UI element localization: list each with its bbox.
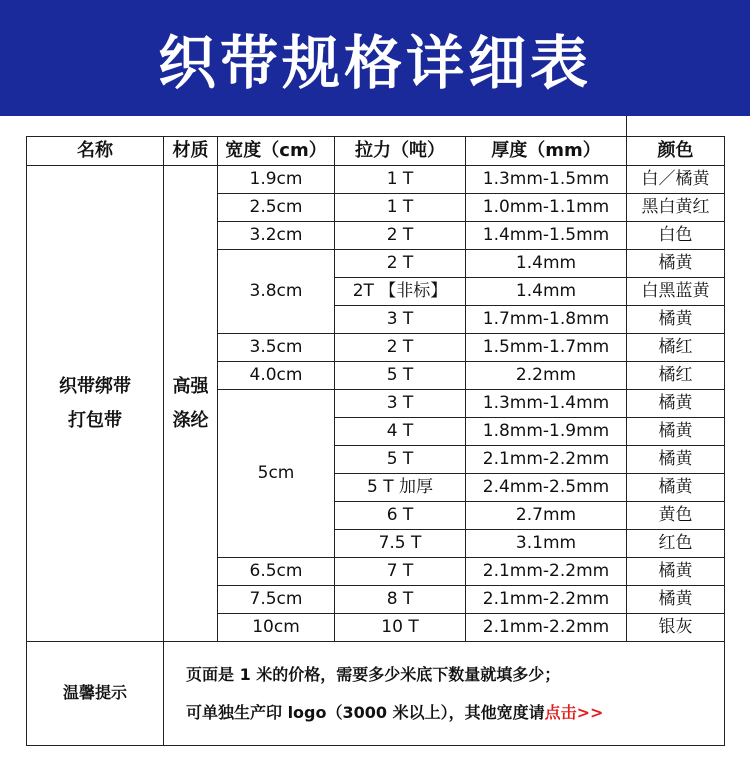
material-line1: 高强 — [172, 375, 209, 397]
color-cell: 白色 — [627, 222, 725, 250]
tension-cell: 7.5 T — [335, 530, 466, 558]
tension-cell: 7 T — [335, 558, 466, 586]
tension-cell: 1 T — [335, 194, 466, 222]
width-cell: 6.5cm — [218, 558, 335, 586]
header-color: 颜色 — [627, 137, 725, 166]
thickness-cell: 1.8mm-1.9mm — [466, 418, 627, 446]
thickness-cell: 1.4mm — [466, 278, 627, 306]
divider — [626, 116, 627, 136]
page-title: 织带规格详细表 — [157, 29, 592, 97]
color-cell: 橘黄 — [627, 306, 725, 334]
table-header-row — [27, 137, 725, 166]
thickness-cell: 1.4mm — [466, 250, 627, 278]
width-cell: 7.5cm — [218, 586, 335, 614]
notice-line2: 可单独生产印 logo（3000 米以上），其他宽度请 — [186, 702, 545, 722]
material-line2: 涤纶 — [172, 409, 209, 431]
product-name-line1: 织带绑带 — [59, 375, 131, 397]
thickness-cell: 2.1mm-2.2mm — [466, 586, 627, 614]
header-width: 宽度（cm） — [218, 137, 335, 166]
width-cell: 3.8cm — [218, 250, 335, 334]
color-cell: 白黑蓝黄 — [627, 278, 725, 306]
thickness-cell: 1.5mm-1.7mm — [466, 334, 627, 362]
width-cell: 2.5cm — [218, 194, 335, 222]
color-cell: 橘红 — [627, 334, 725, 362]
color-cell: 黄色 — [627, 502, 725, 530]
width-cell: 1.9cm — [218, 166, 335, 194]
tension-cell: 6 T — [335, 502, 466, 530]
header-material: 材质 — [164, 137, 218, 166]
color-cell: 橘黄 — [627, 474, 725, 502]
thickness-cell: 2.1mm-2.2mm — [466, 558, 627, 586]
spec-table — [26, 136, 725, 746]
thickness-cell: 1.3mm-1.5mm — [466, 166, 627, 194]
click-link[interactable]: 点击>> — [544, 702, 604, 722]
thickness-cell: 2.4mm-2.5mm — [466, 474, 627, 502]
tension-cell: 5 T — [335, 446, 466, 474]
color-cell: 银灰 — [627, 614, 725, 642]
tension-cell: 5 T — [335, 362, 466, 390]
color-cell: 白／橘黄 — [627, 166, 725, 194]
color-cell: 红色 — [627, 530, 725, 558]
material-cell — [164, 166, 218, 642]
tension-cell: 8 T — [335, 586, 466, 614]
thickness-cell: 2.1mm-2.2mm — [466, 614, 627, 642]
width-cell: 10cm — [218, 614, 335, 642]
thickness-cell: 3.1mm — [466, 530, 627, 558]
tension-cell: 2 T — [335, 334, 466, 362]
color-cell: 橘黄 — [627, 418, 725, 446]
header-name: 名称 — [27, 137, 164, 166]
table-row — [27, 166, 725, 194]
notice-label: 温馨提示 — [27, 642, 164, 746]
color-cell: 橘黄 — [627, 250, 725, 278]
tension-cell: 2 T — [335, 250, 466, 278]
width-cell: 3.2cm — [218, 222, 335, 250]
color-cell: 黑白黄红 — [627, 194, 725, 222]
tension-cell: 3 T — [335, 306, 466, 334]
color-cell: 橘黄 — [627, 390, 725, 418]
color-cell: 橘黄 — [627, 558, 725, 586]
tension-cell: 2 T — [335, 222, 466, 250]
width-cell: 4.0cm — [218, 362, 335, 390]
thickness-cell: 2.2mm — [466, 362, 627, 390]
thickness-cell: 1.4mm-1.5mm — [466, 222, 627, 250]
header-tension: 拉力（吨） — [335, 137, 466, 166]
thickness-cell: 1.7mm-1.8mm — [466, 306, 627, 334]
notice-text — [164, 642, 725, 746]
color-cell: 橘黄 — [627, 446, 725, 474]
tension-cell: 5 T 加厚 — [335, 474, 466, 502]
thickness-cell: 1.3mm-1.4mm — [466, 390, 627, 418]
notice-row — [27, 642, 725, 746]
thickness-cell: 1.0mm-1.1mm — [466, 194, 627, 222]
product-name-line2: 打包带 — [68, 409, 122, 431]
width-cell: 3.5cm — [218, 334, 335, 362]
tension-cell: 1 T — [335, 166, 466, 194]
header-thickness: 厚度（mm） — [466, 137, 627, 166]
tension-cell: 3 T — [335, 390, 466, 418]
width-cell: 5cm — [218, 390, 335, 558]
color-cell: 橘黄 — [627, 586, 725, 614]
tension-cell: 10 T — [335, 614, 466, 642]
tension-cell: 2T 【非标】 — [335, 278, 466, 306]
thickness-cell: 2.7mm — [466, 502, 627, 530]
product-name-cell — [27, 166, 164, 642]
notice-line1: 页面是 1 米的价格，需要多少米底下数量就填多少； — [186, 664, 561, 684]
tension-cell: 4 T — [335, 418, 466, 446]
color-cell: 橘红 — [627, 362, 725, 390]
thickness-cell: 2.1mm-2.2mm — [466, 446, 627, 474]
